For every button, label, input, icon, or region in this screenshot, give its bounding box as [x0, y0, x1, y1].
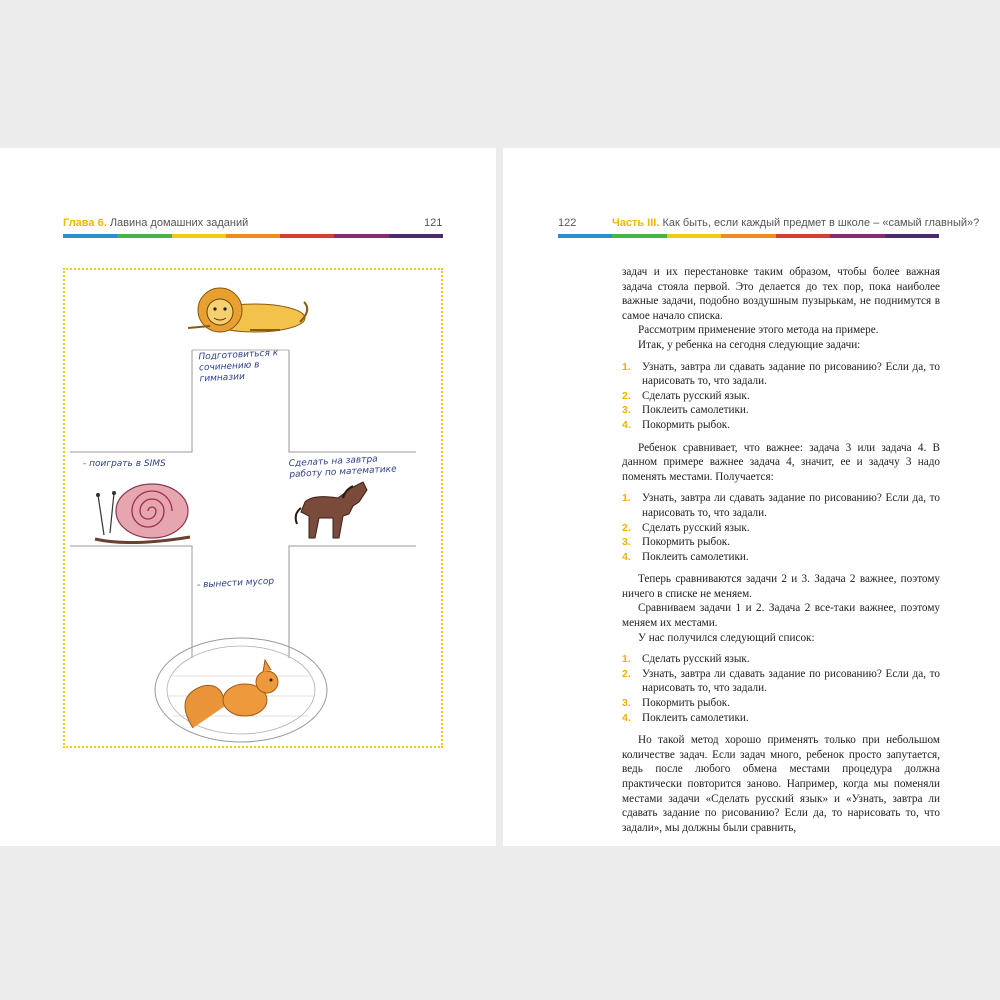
stripe-segment [117, 234, 171, 238]
stripe-segment [172, 234, 226, 238]
list-number: 1. [622, 653, 631, 666]
list-item [622, 389, 940, 404]
left-page-number: 121 [424, 217, 443, 229]
numbered-list [622, 652, 940, 725]
paragraph: Теперь сравниваются задачи 2 и 3. Задача 2 важнее, поэтому ничего в списке не меняем. [622, 573, 940, 600]
body-text [622, 265, 940, 835]
list-number: 1. [622, 492, 631, 505]
list-item [622, 521, 940, 536]
left-running-header [63, 217, 248, 229]
list-item [622, 360, 940, 389]
list-item-text: Покормить рыбок. [642, 536, 731, 549]
paragraph: Сравниваем задачи 1 и 2. Задача 2 все-таки важнее, поэтому меняем их местами. [622, 602, 940, 630]
list-item-text: Сделать русский язык. [642, 389, 750, 402]
paragraph: Но такой метод хорошо применять только при небольшом количестве задач. Если задач много, ребенок просто запутается, ведь после любого обмена местами процедура должна практически повторится заново. Например, когда мы поменяли местами задачи «Сделать русский язык» и «Узнать, завтра ли сдавать задание по рисованию? Если да, то нарисовать то, что задали», мы должны были сравнить, [622, 734, 940, 834]
list-item-text: Узнать, завтра ли сдавать задание по рисованию? Если да, то нарисовать то, что задали. [642, 492, 940, 519]
stripe-segment [63, 234, 117, 238]
list-item-text: Узнать, завтра ли сдавать задание по рисованию? Если да, то нарисовать то, что задали. [642, 667, 940, 695]
label-top: Подготовиться к сочинению в гимназии [198, 348, 279, 385]
right-page-number: 122 [558, 217, 577, 229]
list-item-text: Поклеить самолетики. [642, 404, 749, 417]
label-right: Сделать на завтра работу по математике [288, 454, 397, 481]
list-number: 4. [622, 711, 631, 724]
horse-icon [296, 482, 367, 538]
list-item [622, 667, 940, 696]
paragraph: Итак, у ребенка на сегодня следующие задачи: [638, 338, 861, 351]
list-number: 3. [622, 697, 631, 710]
paragraph: У нас получился следующий список: [638, 631, 815, 644]
list-number: 3. [622, 536, 631, 549]
list-item-text: Покормить рыбок. [642, 697, 731, 710]
list-item-text: Сделать русский язык. [642, 521, 750, 534]
stripe-segment [280, 234, 334, 238]
list-number: 2. [622, 389, 631, 402]
list-number: 1. [622, 360, 631, 373]
stripe-segment [667, 234, 721, 238]
right-running-header [612, 217, 979, 229]
left-color-stripe [63, 234, 443, 238]
numbered-list [622, 360, 940, 433]
list-number: 2. [622, 667, 631, 680]
list-item-text: Поклеить самолетики. [642, 711, 749, 724]
list-item-text: Сделать русский язык. [642, 653, 750, 666]
list-item [622, 652, 940, 667]
stripe-segment [558, 234, 612, 238]
list-item [622, 418, 940, 433]
chapter-label: Глава 6. [63, 217, 107, 229]
list-number: 3. [622, 404, 631, 417]
list-number: 4. [622, 418, 631, 431]
stripe-segment [776, 234, 830, 238]
label-bottom: - вынести мусор [196, 576, 275, 591]
list-item [622, 711, 940, 726]
squirrel-wheel-icon [155, 638, 327, 742]
part-label: Часть III. [612, 217, 660, 229]
list-number: 2. [622, 521, 631, 534]
list-number: 4. [622, 550, 631, 563]
list-item-text: Поклеить самолетики. [642, 550, 749, 563]
list-item-text: Покормить рыбок. [642, 418, 731, 431]
stripe-segment [226, 234, 280, 238]
list-item-text: Узнать, завтра ли сдавать задание по рисованию? Если да, то нарисовать то, что задали. [642, 360, 940, 388]
list-item [622, 696, 940, 711]
list-item [622, 550, 940, 565]
snail-icon [95, 484, 190, 543]
numbered-list [622, 491, 940, 564]
stripe-segment [885, 234, 939, 238]
stripe-segment [334, 234, 388, 238]
paragraph: Рассмотрим применение этого метода на примере. [638, 324, 879, 337]
chapter-title: Лавина домашних заданий [109, 217, 249, 229]
drawing-frame [63, 268, 443, 748]
right-color-stripe [558, 234, 939, 238]
list-item [622, 403, 940, 418]
stripe-segment [612, 234, 666, 238]
lion-icon [188, 288, 307, 332]
paragraph: задач и их перестановке таким образом, чтобы более важная задача стояла первой. Это делается до тех пор, пока наиболее важные задачи, подобно воздушным пузырькам, не поднимутся в самое начало списка. [622, 266, 940, 322]
paragraph: Ребенок сравнивает, что важнее: задача 3 или задача 4. В данном примере важнее задача 4, значит, ее и задачу 3 надо поменять местами. Получается: [622, 441, 940, 483]
cross-drawing [65, 270, 441, 746]
list-item [622, 535, 940, 550]
label-left: - поиграть в SIMS [83, 459, 166, 469]
stripe-segment [830, 234, 884, 238]
stripe-segment [721, 234, 775, 238]
stripe-segment [389, 234, 443, 238]
part-title: Как быть, если каждый предмет в школе – «самый главный»? [662, 217, 980, 229]
list-item [622, 491, 940, 520]
